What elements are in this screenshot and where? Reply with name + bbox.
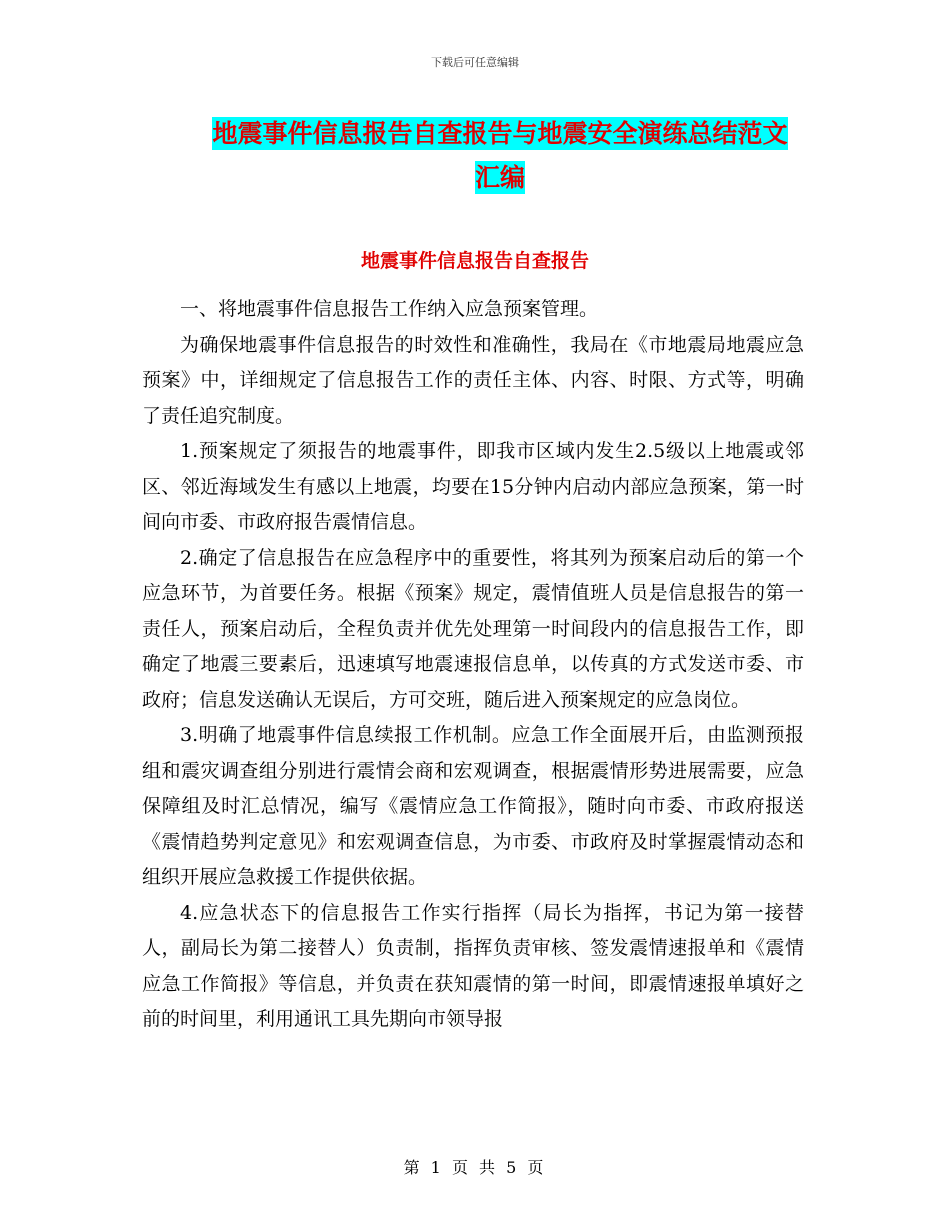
- document-title-line-2: 汇编: [474, 163, 525, 192]
- paragraph: 4.应急状态下的信息报告工作实行指挥（局长为指挥，书记为第一接替人，副局长为第二接替人）负责制，指挥负责审核、签发震情速报单和《震情应急工作简报》等信息，并负责在获知震情的第一时间，即震情速报单填好之前的时间里，利用通讯工具先期向市领导报: [142, 901, 804, 1030]
- section-title: 地震事件信息报告自查报告: [360, 250, 589, 272]
- header-note: 下载后可任意编辑: [431, 56, 519, 69]
- paragraph: 2.确定了信息报告在应急程序中的重要性，将其列为预案启动后的第一个应急环节，为首要任务。根据《预案》规定，震情值班人员是信息报告的第一责任人，预案启动后，全程负责并优先处理第一时间段内的信息报告工作，即确定了地震三要素后，迅速填写地震速报信息单，以传真的方式发送市委、市政府；信息发送确认无误后，方可交班，随后进入预案规定的应急岗位。: [142, 546, 804, 711]
- document-title: [150, 112, 850, 200]
- paragraph: 为确保地震事件信息报告的时效性和准确性，我局在《市地震局地震应急预案》中，详细规定了信息报告工作的责任主体、内容、时限、方式等，明确了责任追究制度。: [142, 333, 804, 427]
- page-footer: 第 1 页 共 5 页: [403, 1158, 547, 1177]
- document-body: [142, 292, 804, 1038]
- document-title-line-1: 地震事件信息报告自查报告与地震安全演练总结范文: [212, 119, 788, 148]
- paragraph: 一、将地震事件信息报告工作纳入应急预案管理。: [180, 298, 599, 320]
- paragraph: 3.明确了地震事件信息续报工作机制。应急工作全面展开后，由监测预报组和震灾调查组分别进行震情会商和宏观调查，根据震情形势进展需要，应急保障组及时汇总情况，编写《震情应急工作简报》，随时向市委、市政府报送《震情趋势判定意见》和宏观调查信息，为市委、市政府及时掌握震情动态和组织开展应急救援工作提供依据。: [142, 724, 804, 888]
- paragraph: 1.预案规定了须报告的地震事件，即我市区域内发生2.5级以上地震或邻区、邻近海域发生有感以上地震，均要在15分钟内启动内部应急预案，第一时间向市委、市政府报告震情信息。: [142, 440, 804, 533]
